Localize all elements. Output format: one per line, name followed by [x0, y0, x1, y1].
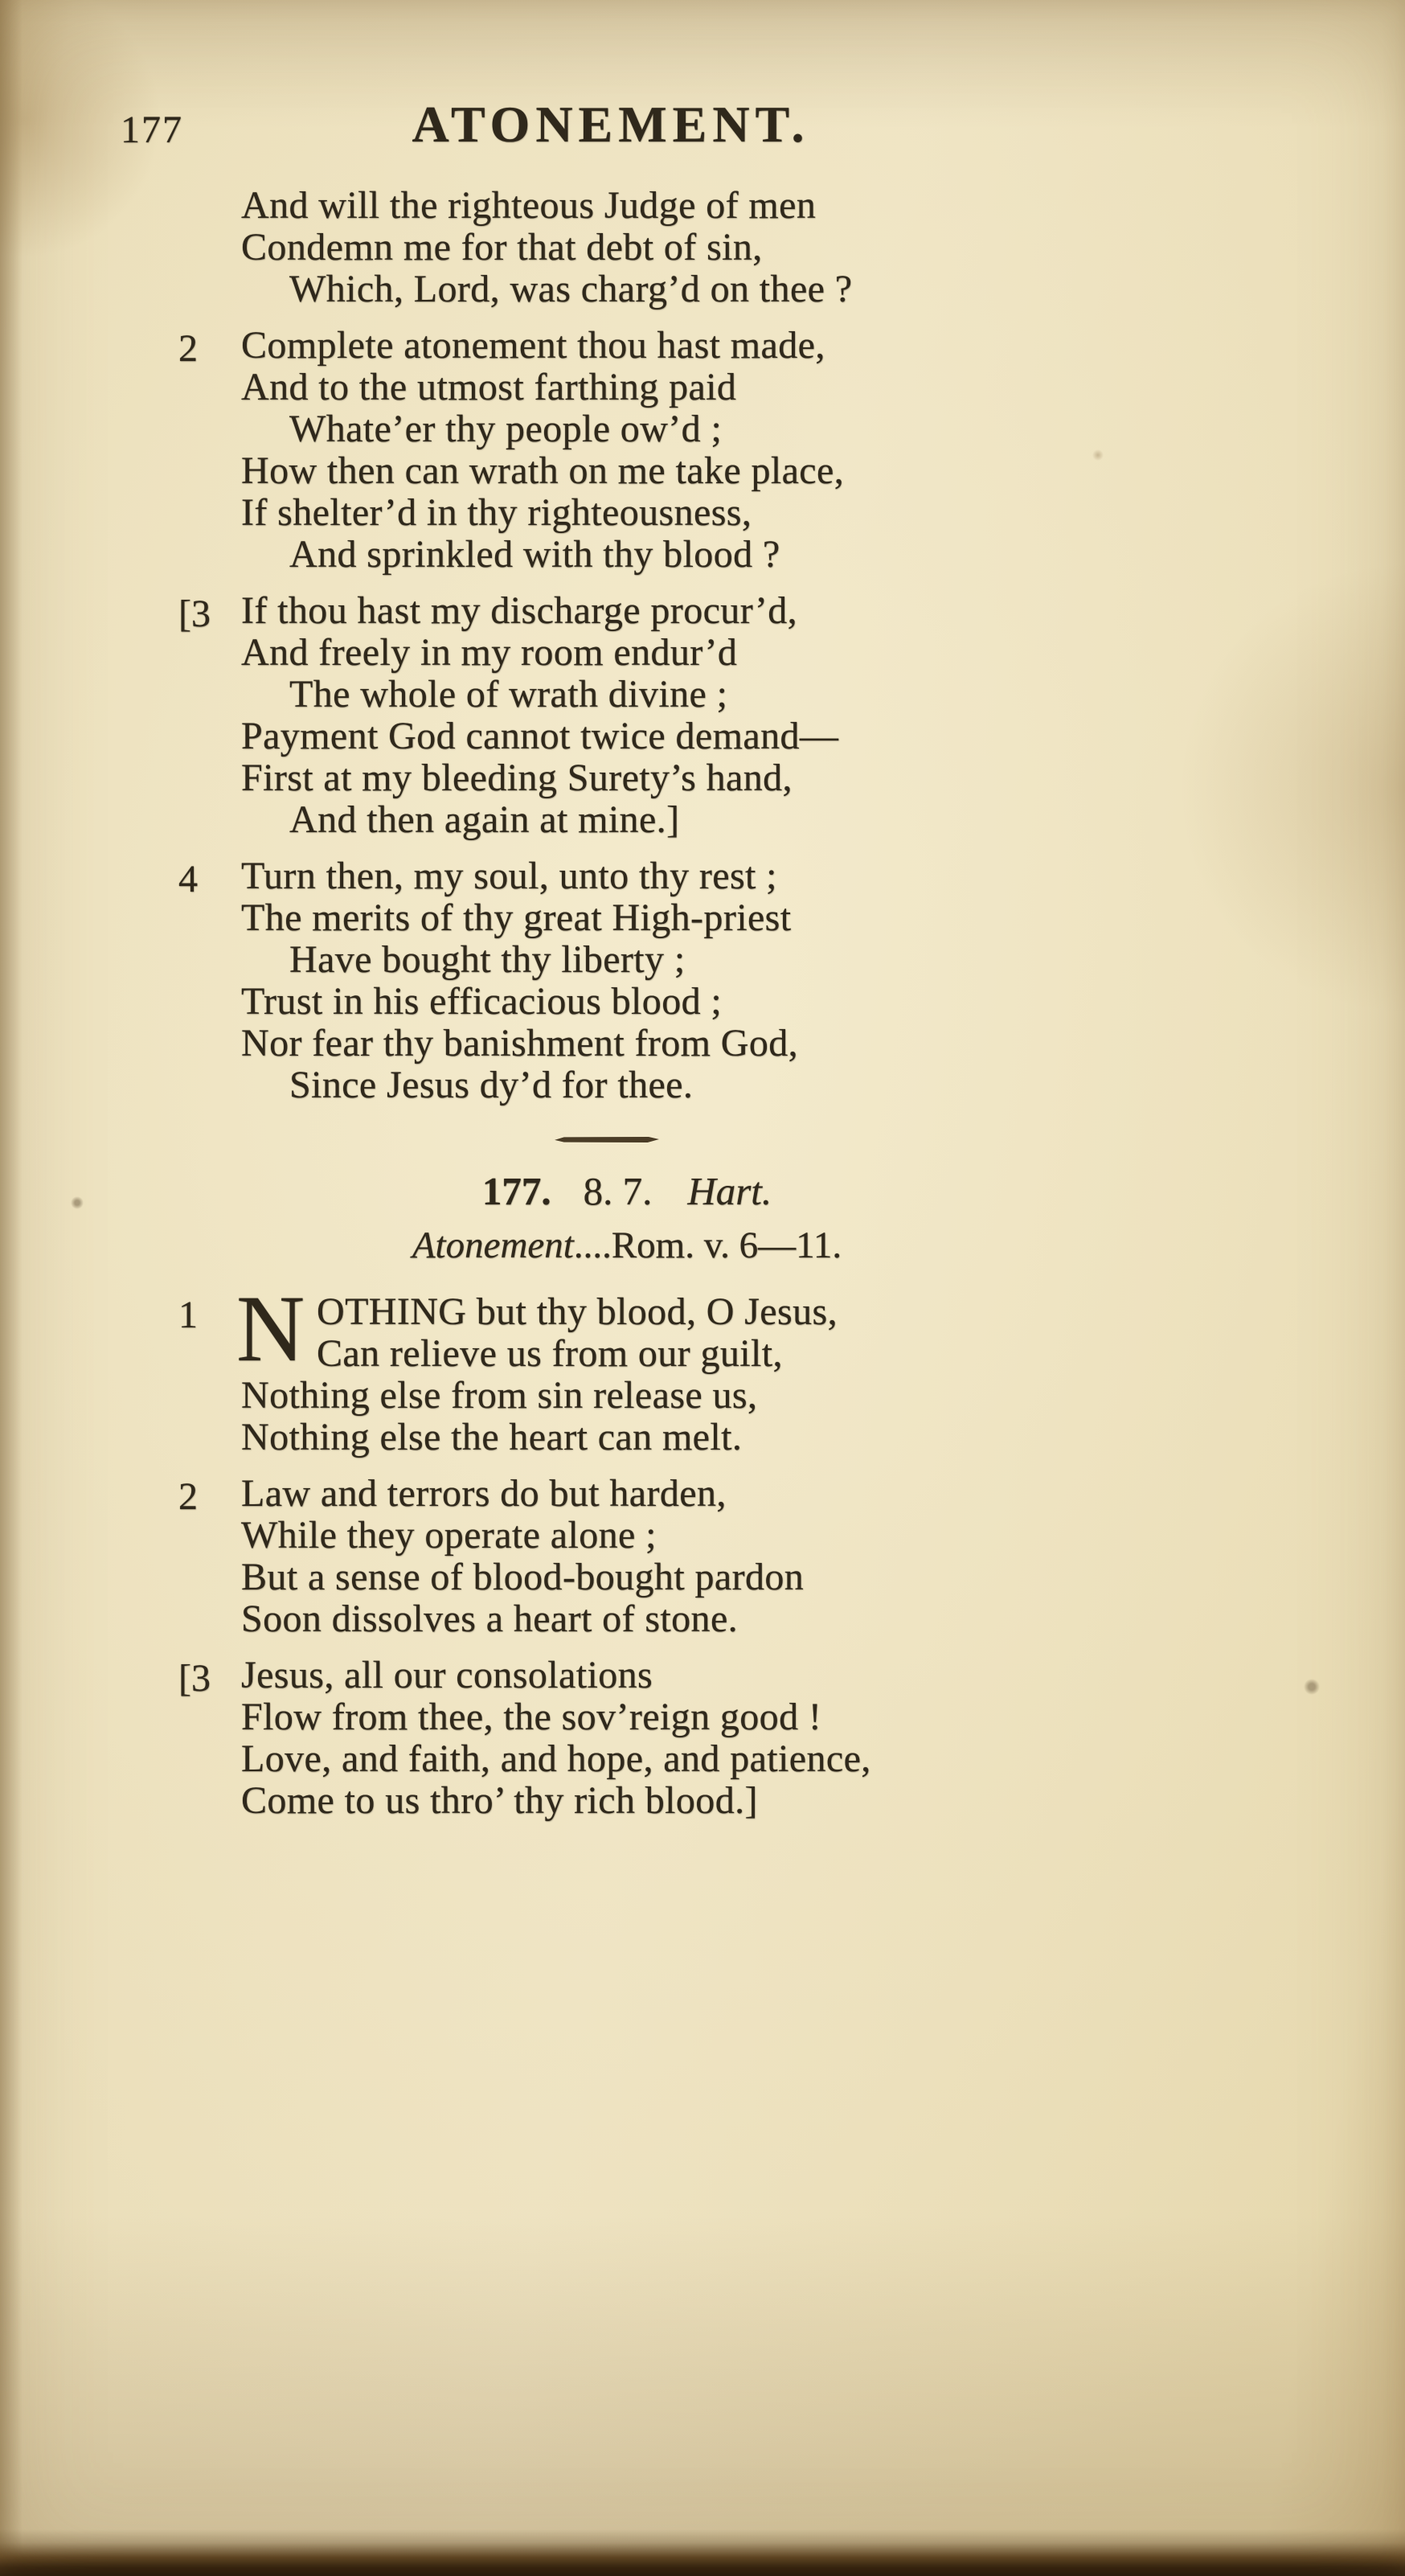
- hymn-number: 177.: [481, 1169, 551, 1213]
- verse-line: Whate’er thy people ow’d ;: [289, 408, 723, 450]
- hymn-meter: 8. 7.: [583, 1169, 653, 1213]
- verse-line: Payment God cannot twice demand—: [241, 715, 839, 757]
- verse-line: If shelter’d in thy righteousness,: [241, 491, 752, 534]
- verse-line: And sprinkled with thy blood ?: [289, 533, 780, 576]
- verse-line: The merits of thy great High-priest: [241, 896, 792, 939]
- hymn-author: Hart.: [687, 1169, 772, 1213]
- page-bottom-edge: [0, 2529, 1405, 2576]
- verse-line: And will the righteous Judge of men: [241, 184, 817, 227]
- dropcap-initial: N: [236, 1276, 305, 1381]
- verse-line: Have bought thy liberty ;: [289, 938, 686, 981]
- stanza: [178, 1472, 1294, 1640]
- stanza-number: 2: [178, 1475, 198, 1518]
- hymn-177: [178, 1276, 1294, 1822]
- verse-line: Trust in his efficacious blood ;: [241, 980, 723, 1023]
- page-number: 177: [121, 109, 183, 151]
- hymn-subtitle: [241, 1224, 1013, 1267]
- hymn-subtitle-reference: ....Rom. v. 6—11.: [573, 1224, 842, 1266]
- stanza-number: 4: [178, 858, 198, 900]
- verse-line: Condemn me for that debt of sin,: [241, 226, 763, 269]
- verse-line: First at my bleeding Surety’s hand,: [241, 757, 793, 799]
- verse-line: Law and terrors do but harden,: [241, 1472, 727, 1515]
- verse-line: Since Jesus dy’d for thee.: [289, 1064, 694, 1106]
- verse-line: OTHING but thy blood, O Jesus,: [317, 1290, 838, 1333]
- verse-line: If thou hast my discharge procur’d,: [241, 589, 798, 632]
- verse-line: Nothing else the heart can melt.: [241, 1416, 743, 1458]
- verse-line: While they operate alone ;: [241, 1514, 657, 1557]
- hymn-subtitle-title: Atonement: [412, 1224, 574, 1266]
- stanza: [178, 1276, 1294, 1458]
- hymn-heading: [241, 1168, 1013, 1214]
- running-header-title: ATONEMENT.: [412, 96, 810, 153]
- stanza: [241, 185, 1294, 310]
- stanza: [178, 589, 1294, 841]
- verse-line: But a sense of blood-bought pardon: [241, 1556, 805, 1598]
- hymn-previous-continued: [178, 184, 1294, 1106]
- verse-line: And to the utmost farthing paid: [241, 366, 737, 408]
- verse-line: And freely in my room endur’d: [241, 631, 738, 674]
- verse-line: Soon dissolves a heart of stone.: [241, 1598, 739, 1640]
- verse-line: And then again at mine.]: [289, 798, 680, 841]
- page-header: [121, 95, 1294, 185]
- stanza: [178, 855, 1294, 1106]
- stanza-number: [3: [178, 593, 211, 635]
- stanza: [178, 324, 1294, 576]
- page-left-edge-shadow: [0, 0, 23, 2576]
- verse-line: Come to us thro’ thy rich blood.]: [241, 1779, 758, 1822]
- stanza-number: [3: [178, 1657, 211, 1700]
- page-content: [121, 95, 1294, 1836]
- verse-line: Can relieve us from our guilt,: [317, 1332, 783, 1375]
- verse-line: Turn then, my soul, unto thy rest ;: [241, 855, 777, 897]
- stanza-number: 1: [178, 1294, 198, 1336]
- stanza: [178, 1654, 1294, 1822]
- verse-line: Flow from thee, the sov’reign good !: [241, 1696, 822, 1738]
- stanza-number: 2: [178, 327, 198, 370]
- verse-line: Complete atonement thou hast made,: [241, 324, 825, 367]
- verse-line: Jesus, all our consolations: [241, 1654, 653, 1696]
- verse-line: Nothing else from sin release us,: [241, 1374, 758, 1417]
- verse-line: How then can wrath on me take place,: [241, 449, 845, 492]
- section-divider: [555, 1137, 659, 1142]
- verse-line: Which, Lord, was charg’d on thee ?: [289, 268, 853, 310]
- verse-line: The whole of wrath divine ;: [289, 673, 728, 716]
- verse-line: Nor fear thy banishment from God,: [241, 1022, 799, 1064]
- verse-line: Love, and faith, and hope, and patience,: [241, 1737, 871, 1780]
